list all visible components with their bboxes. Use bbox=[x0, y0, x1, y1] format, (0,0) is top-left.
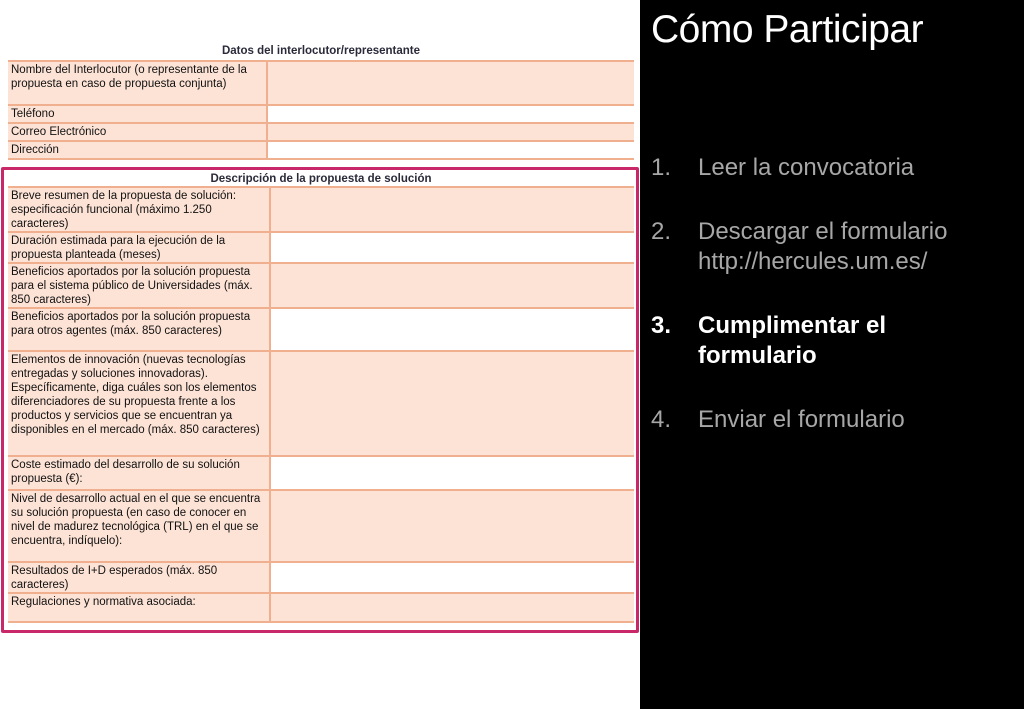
row-label: Teléfono bbox=[8, 105, 267, 123]
highlight-frame bbox=[1, 167, 639, 633]
row-label: Nombre del Interlocutor (o representante de la propuesta en caso de propuesta conjunta) bbox=[8, 61, 267, 105]
row-label: Dirección bbox=[8, 141, 267, 159]
row-label: Resultados de I+D esperados (máx. 850 caracteres) bbox=[8, 562, 270, 593]
step-link[interactable]: http://hercules.um.es/ bbox=[698, 248, 928, 275]
row-label: Regulaciones y normativa asociada: bbox=[8, 593, 270, 622]
row-label: Coste estimado del desarrollo de su solución propuesta (€): bbox=[8, 456, 270, 490]
step-number: 3. bbox=[651, 312, 672, 339]
step-item bbox=[651, 153, 1021, 183]
table-row bbox=[8, 141, 634, 159]
slide-title: Cómo Participar bbox=[651, 8, 924, 51]
table-row bbox=[8, 123, 634, 141]
row-label: Nivel de desarrollo actual en el que se encuentra su solución propuesta (en caso de conocer en nivel de madurez tecnológica (TRL) en el que se encuentra, indíquelo): bbox=[8, 490, 270, 562]
table-row bbox=[8, 105, 634, 123]
row-value-field bbox=[267, 141, 634, 159]
row-value-field bbox=[267, 105, 634, 123]
steps-list bbox=[651, 153, 1021, 469]
step-number: 2. bbox=[651, 218, 672, 245]
step-text: Leer la convocatoria bbox=[698, 154, 915, 181]
row-label: Breve resumen de la propuesta de solución: especificación funcional (máximo 1.250 caracteres) bbox=[8, 187, 270, 232]
slide-panel bbox=[640, 0, 1024, 709]
table-row bbox=[8, 61, 634, 105]
row-label: Correo Electrónico bbox=[8, 123, 267, 141]
interlocutor-table bbox=[8, 60, 634, 160]
row-label: Elementos de innovación (nuevas tecnologías entregadas y soluciones innovadoras). Específicamente, diga cuáles son los elementos diferenciadores de su propuesta frente a los productos y servicios que se encuentran ya disponibles en el mercado (máx. 850 caracteres) bbox=[8, 351, 270, 456]
step-number: 4. bbox=[651, 406, 672, 433]
step-number: 1. bbox=[651, 154, 672, 181]
step-text: Descargar el formulario bbox=[698, 218, 948, 245]
row-value-field bbox=[267, 123, 634, 141]
row-label: Beneficios aportados por la solución propuesta para otros agentes (máx. 850 caracteres) bbox=[8, 308, 270, 351]
step-item bbox=[651, 405, 1021, 435]
step-text: Cumplimentar el formulario bbox=[698, 312, 887, 369]
section-title-interlocutor: Datos del interlocutor/representante bbox=[221, 45, 421, 57]
step-item bbox=[651, 217, 1021, 277]
row-label: Duración estimada para la ejecución de la propuesta planteada (meses) bbox=[8, 232, 270, 263]
row-label: Beneficios aportados por la solución propuesta para el sistema público de Universidades (máx. 850 caracteres) bbox=[8, 263, 270, 308]
step-text: Enviar el formulario bbox=[698, 406, 905, 433]
row-value-field bbox=[267, 61, 634, 105]
step-item bbox=[651, 311, 1021, 371]
section-title-propuesta: Descripción de la propuesta de solución bbox=[210, 173, 432, 185]
